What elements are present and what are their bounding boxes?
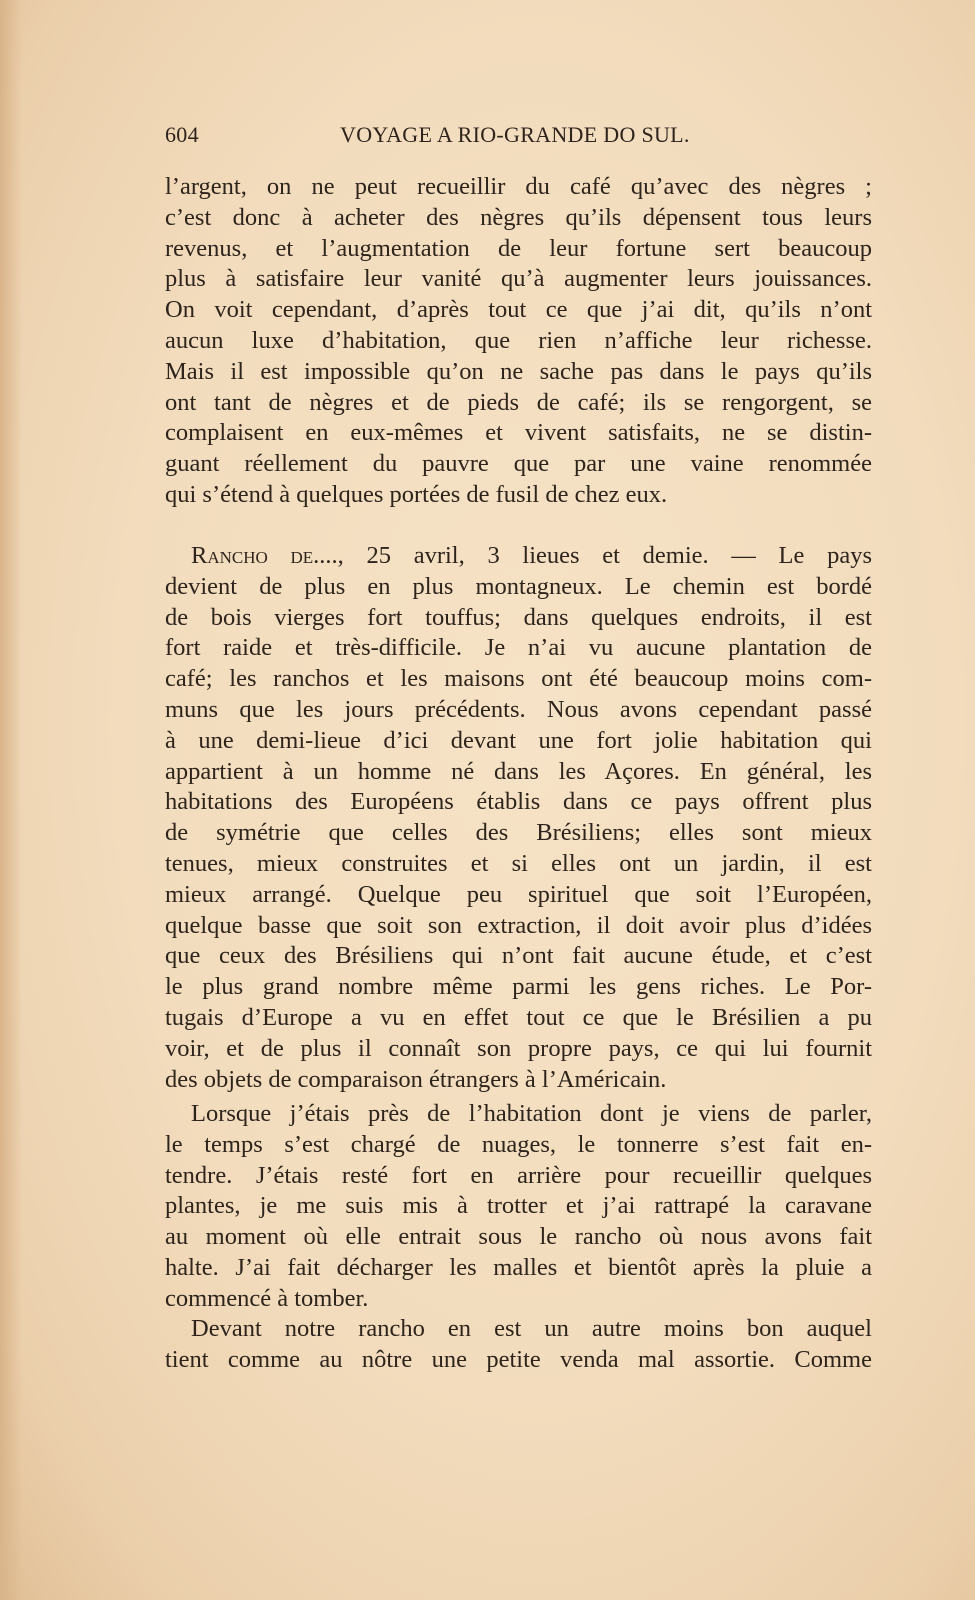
text-line: halte. J’ai fait décharger les malles et bientôt après la pluie a — [165, 1253, 872, 1281]
text-line: voir, et de plus il connaît son propre pays, ce qui lui fournit — [165, 1034, 872, 1062]
text-line: au moment où elle entrait sous le rancho où nous avons fait — [165, 1223, 872, 1251]
text-line: café; les ranchos et les maisons ont été beaucoup moins com- — [165, 665, 872, 693]
entry-heading: Rancho de.... — [191, 542, 338, 569]
page-edge-shading — [0, 0, 22, 1600]
text-line: le plus grand nombre même parmi les gens riches. Le Por- — [165, 973, 872, 1001]
text-line: qui s’étend à quelques portées de fusil de chez eux. — [165, 480, 668, 508]
text-line: tient comme au nôtre une petite venda mal assortie. Comme — [165, 1345, 872, 1373]
text-line: plantes, je me suis mis à trotter et j’ai rattrapé la caravane — [165, 1192, 872, 1220]
text-line: habitations des Européens établis dans ce pays offrent plus — [165, 788, 872, 816]
text-line: de bois vierges fort touffus; dans quelques endroits, il est — [165, 603, 872, 631]
text-line: Mais il est impossible qu’on ne sache pas dans le pays qu’ils — [165, 357, 872, 385]
text-line: c’est donc à acheter des nègres qu’ils dépensent tous leurs — [165, 203, 872, 231]
text-line: revenus, et l’augmentation de leur fortune sert beaucoup — [165, 234, 872, 262]
text-line: devient de plus en plus montagneux. Le chemin est bordé — [165, 572, 872, 600]
text-line: complaisent en eux-mêmes et vivent satisfaits, ne se distin- — [165, 419, 872, 447]
text-line: le temps s’est chargé de nuages, le tonnerre s’est fait en- — [165, 1130, 872, 1158]
paragraph-3 — [165, 1099, 872, 1315]
text-line: tendre. J’étais resté fort en arrière pour recueillir quelques — [165, 1161, 872, 1189]
text-line: commencé à tomber. — [165, 1284, 369, 1312]
text-line: guant réellement du pauvre que par une vaine renommée — [165, 450, 872, 478]
text-line: tenues, mieux construites et si elles ont un jardin, il est — [165, 849, 872, 877]
text-line — [165, 541, 872, 572]
text-line: plus à satisfaire leur vanité qu’à augmenter leurs jouissances. — [165, 265, 872, 293]
text-line: des objets de comparaison étrangers à l’Américain. — [165, 1065, 667, 1093]
text-line: tugais d’Europe a vu en effet tout ce que le Brésilien a pu — [165, 1003, 872, 1031]
text-line: quelque basse que soit son extraction, il doit avoir plus d’idées — [165, 911, 872, 939]
text-line: appartient à un homme né dans les Açores. En général, les — [165, 757, 872, 785]
text-line: On voit cependant, d’après tout ce que j’ai dit, qu’ils n’ont — [165, 296, 872, 324]
text-line: ont tant de nègres et de pieds de café; ils se rengorgent, se — [165, 388, 872, 416]
paragraph-1 — [165, 172, 872, 511]
page-number: 604 — [165, 122, 199, 147]
text-line: fort raide et très-difficile. Je n’ai vu aucune plantation de — [165, 634, 872, 662]
text-line: Lorsque j’étais près de l’habitation dont je viens de parler, — [191, 1100, 872, 1127]
text-line: l’argent, on ne peut recueillir du café qu’avec des nègres ; — [165, 173, 872, 200]
text-line: aucun luxe d’habitation, que rien n’affiche leur richesse. — [165, 326, 872, 354]
text-line: à une demi-lieue d’ici devant une fort jolie habitation qui — [165, 726, 872, 754]
text-line: que ceux des Brésiliens qui n’ont fait aucune étude, et c’est — [165, 942, 872, 970]
paragraph-2-rancho-entry — [165, 541, 872, 1095]
text-line: Devant notre rancho en est un autre moins bon auquel — [191, 1315, 872, 1342]
page-header — [165, 122, 870, 152]
text-line: de symétrie que celles des Brésiliens; elles sont mieux — [165, 819, 872, 847]
paragraph-4 — [165, 1314, 872, 1376]
running-title: VOYAGE A RIO-GRANDE DO SUL. — [340, 122, 690, 147]
text-line: mieux arrangé. Quelque peu spirituel que soit l’Européen, — [165, 880, 872, 908]
text-line: muns que les jours précédents. Nous avons cependant passé — [165, 695, 872, 723]
entry-heading-rest: , 25 avril, 3 lieues et demie. — Le pays — [337, 542, 873, 569]
